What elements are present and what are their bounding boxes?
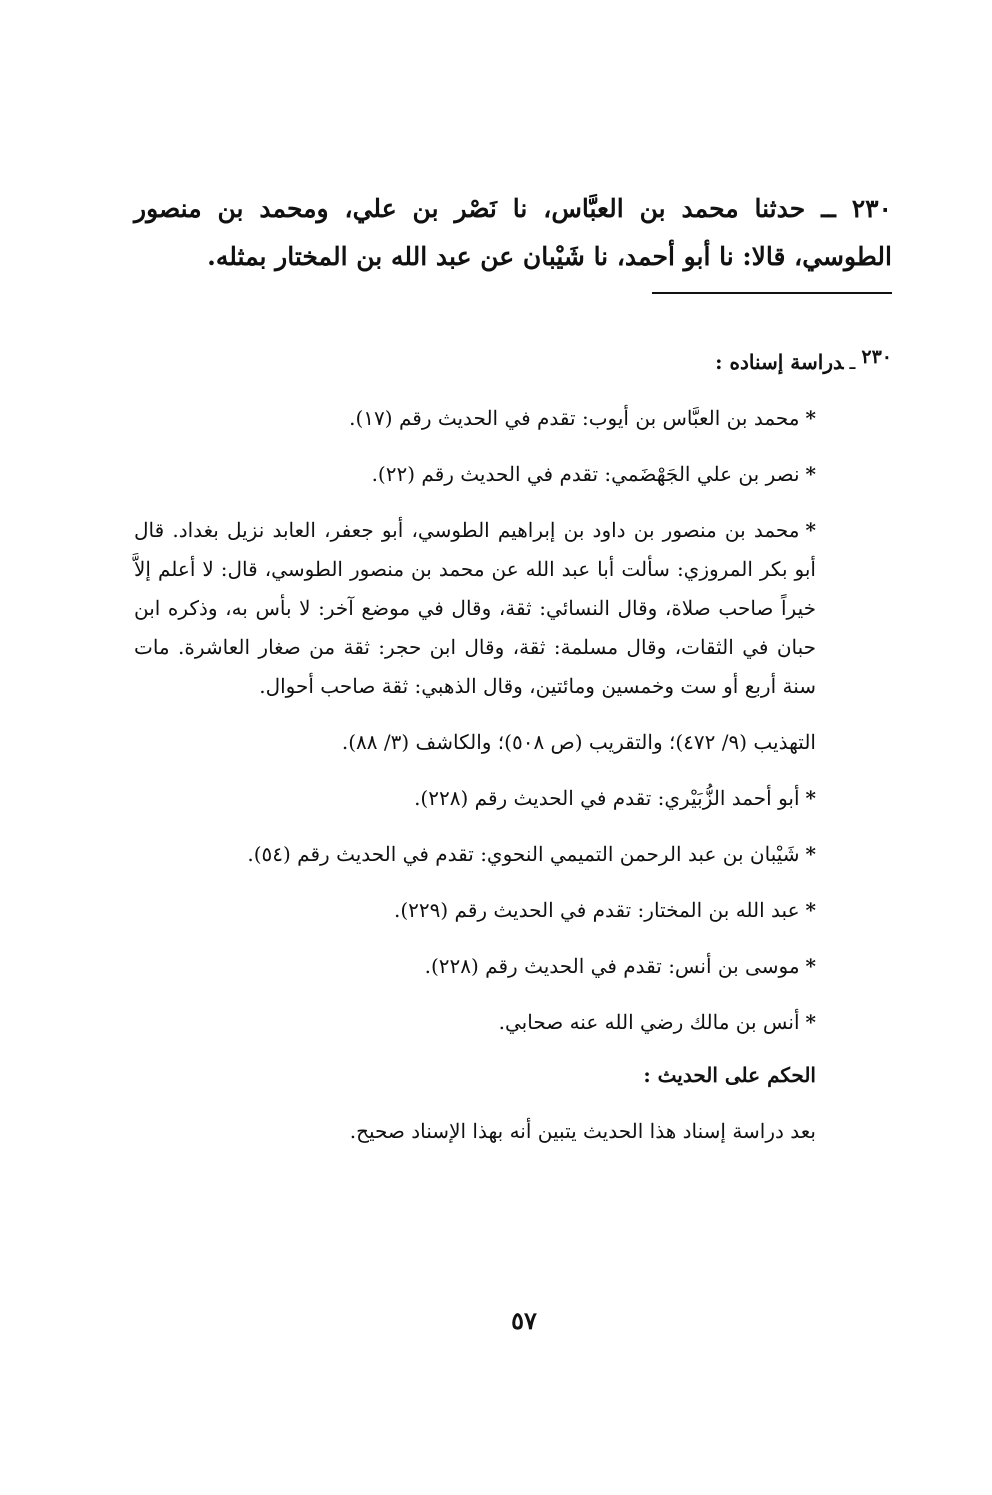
page-number: ٥٧ <box>511 1306 537 1335</box>
narrator-item: *أنس بن مالك رضي الله عنه صحابي. <box>498 1010 816 1034</box>
narrator-item: *نصر بن علي الجَهْضَمي: تقدم في الحديث رقم (٢٢). <box>371 462 816 486</box>
references: التهذيب (٩/ ٤٧٢)؛ والتقريب (ص ٥٠٨)؛ والكاشف (٣/ ٨٨). <box>341 730 816 754</box>
narrator-item: *عبد الله بن المختار: تقدم في الحديث رقم (٢٢٩). <box>393 898 816 922</box>
footnote-heading <box>134 338 892 382</box>
footnote-dash: ـ <box>849 350 856 374</box>
bullet-star-icon: * <box>805 786 816 810</box>
footnote-body <box>134 399 816 1151</box>
bullet-star-icon: * <box>805 406 816 430</box>
hadith-text: ٢٣٠ ــ حدثنا محمد بن العبَّاس، نا نَصْر بن علي، ومحمد بن منصور الطوسي، قالا: نا أبو أحمد، نا شَيْبان عن عبد الله بن المختار بمثله. <box>134 194 892 271</box>
bullet-star-icon: * <box>805 898 816 922</box>
bullet-star-icon: * <box>805 1010 816 1034</box>
verdict-heading: الحكم على الحديث : <box>643 1063 816 1087</box>
bullet-star-icon: * <box>805 954 816 978</box>
footnote-separator <box>652 292 892 294</box>
footnote-block <box>134 338 892 1151</box>
narrator-item: *أبو أحمد الزُّبَيْري: تقدم في الحديث رقم (٢٢٨). <box>414 786 816 810</box>
narrator-biography: *محمد بن منصور بن داود بن إبراهيم الطوسي، أبو جعفر، العابد نزيل بغداد. قال أبو بكر المروزي: سألت أبا عبد الله عن محمد بن منصور الطوسي، قال: لا أعلم إلاَّ خيراً صاحب صلاة، وقال النسائي: ثقة، وقال في موضع آخر: لا بأس به، وذكره ابن حبان في الثقات، وقال مسلمة: ثقة، وقال ابن حجر: ثقة من صغار العاشرة. مات سنة أربع أو ست وخمسين ومائتين، وقال الذهبي: ثقة صاحب أحوال. <box>134 518 816 698</box>
narrator-item: *محمد بن العبَّاس بن أيوب: تقدم في الحديث رقم (١٧). <box>349 406 816 430</box>
footnote-title: دراسة إسناده : <box>715 350 844 374</box>
footnote-number: ٢٣٠ <box>861 346 892 368</box>
narrator-item: *موسى بن أنس: تقدم في الحديث رقم (٢٢٨). <box>424 954 816 978</box>
bullet-star-icon: * <box>805 462 816 486</box>
bullet-star-icon: * <box>805 518 816 542</box>
verdict-text: بعد دراسة إسناد هذا الحديث يتبين أنه بهذا الإسناد صحيح. <box>349 1119 816 1143</box>
bullet-star-icon: * <box>805 842 816 866</box>
narrator-item: *شَيْبان بن عبد الرحمن التميمي النحوي: تقدم في الحديث رقم (٥٤). <box>247 842 816 866</box>
